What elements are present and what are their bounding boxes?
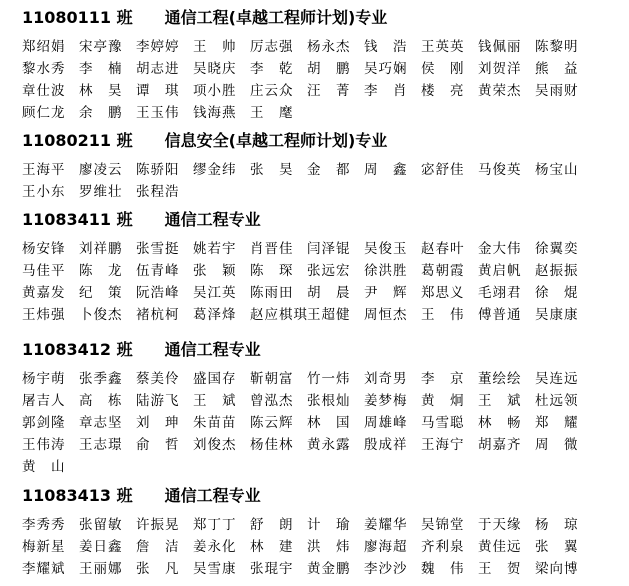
student-name: 钱佩丽 <box>478 39 522 55</box>
student-name: 赵应棋琪 <box>250 307 308 323</box>
student-name: 张 凡 <box>136 561 180 577</box>
student-name: 李 京 <box>421 371 465 387</box>
name-row <box>22 434 622 456</box>
student-name: 庄云众 <box>250 83 294 99</box>
student-name: 罗维壮 <box>79 184 123 200</box>
student-name: 张根灿 <box>307 393 351 409</box>
student-name: 杨宝山 <box>535 162 579 178</box>
class-major: 通信工程(卓越工程师计划)专业 <box>164 8 388 27</box>
student-name: 陈 龙 <box>79 263 123 279</box>
student-name: 竹一炜 <box>307 371 351 387</box>
class-section <box>22 484 622 580</box>
student-name: 杜远领 <box>535 393 579 409</box>
student-name: 王海平 <box>22 162 66 178</box>
name-row <box>22 102 622 124</box>
student-name-grid <box>22 159 622 203</box>
name-row <box>22 368 622 390</box>
student-name: 王小东 <box>22 184 66 200</box>
student-name: 金大伟 <box>478 241 522 257</box>
student-name: 刘 珅 <box>136 415 180 431</box>
student-name: 李 乾 <box>250 61 294 77</box>
student-name: 顾仁龙 <box>22 105 66 121</box>
student-name: 曾泓杰 <box>250 393 294 409</box>
class-major: 通信工程专业 <box>164 486 261 505</box>
student-name: 吴雪康 <box>193 561 237 577</box>
student-name: 李沙沙 <box>364 561 408 577</box>
student-name: 钱 浩 <box>364 39 408 55</box>
student-name: 姚若宇 <box>193 241 237 257</box>
student-name: 缪金纬 <box>193 162 237 178</box>
student-name: 魏 伟 <box>421 561 465 577</box>
student-name: 王 斌 <box>193 393 237 409</box>
student-name: 胡 鹏 <box>307 61 351 77</box>
student-name: 王 斌 <box>478 393 522 409</box>
student-name: 章仕波 <box>22 83 66 99</box>
student-name: 张 颖 <box>193 263 237 279</box>
class-heading <box>22 6 622 30</box>
student-name: 王 帅 <box>193 39 237 55</box>
student-name: 吴俊玉 <box>364 241 408 257</box>
student-name: 黎水秀 <box>22 61 66 77</box>
class-major: 信息安全(卓越工程师计划)专业 <box>164 131 388 150</box>
student-name: 王丽娜 <box>79 561 123 577</box>
student-name: 吴雨财 <box>535 83 579 99</box>
student-name: 李耀斌 <box>22 561 66 577</box>
student-name: 林 畅 <box>478 415 522 431</box>
name-row <box>22 558 622 580</box>
student-name: 楼 亮 <box>421 83 465 99</box>
student-name: 陈骄阳 <box>136 162 180 178</box>
student-name: 厉志强 <box>250 39 294 55</box>
student-name: 周恒杰 <box>364 307 408 323</box>
class-section <box>22 6 622 124</box>
student-name: 陈云辉 <box>250 415 294 431</box>
student-name: 杨佳林 <box>250 437 294 453</box>
student-name: 张 昊 <box>250 162 294 178</box>
student-name: 周 鑫 <box>364 162 408 178</box>
student-name: 褚杭柯 <box>136 307 180 323</box>
student-name: 陈 琛 <box>250 263 294 279</box>
student-name: 阮浩峰 <box>136 285 180 301</box>
class-major: 通信工程专业 <box>164 210 261 229</box>
student-name: 刘奇男 <box>364 371 408 387</box>
class-section <box>22 129 622 203</box>
student-name: 王玉伟 <box>136 105 180 121</box>
name-row <box>22 181 622 203</box>
student-name: 郑思义 <box>421 285 465 301</box>
student-name: 徐翼奕 <box>535 241 579 257</box>
student-name: 梅新星 <box>22 539 66 555</box>
student-name: 梁向博 <box>535 561 579 577</box>
student-name: 黄 山 <box>22 459 66 475</box>
student-name: 马俊英 <box>478 162 522 178</box>
student-name: 张 翼 <box>535 539 579 555</box>
student-name: 李秀秀 <box>22 517 66 533</box>
class-code: 11080211 班 <box>22 131 133 150</box>
student-name: 纪 策 <box>79 285 123 301</box>
student-name: 胡嘉齐 <box>478 437 522 453</box>
student-name: 伍青峰 <box>136 263 180 279</box>
student-name-grid <box>22 36 622 124</box>
student-name: 徐 焜 <box>535 285 579 301</box>
student-name: 陆游飞 <box>136 393 180 409</box>
class-code: 11083412 班 <box>22 340 133 359</box>
student-name: 张程浩 <box>136 184 180 200</box>
student-name: 张远宏 <box>307 263 351 279</box>
student-name: 郑 耀 <box>535 415 579 431</box>
student-name: 靳朝富 <box>250 371 294 387</box>
student-name: 王 伟 <box>421 307 465 323</box>
student-name: 王伟涛 <box>22 437 66 453</box>
class-heading <box>22 129 622 153</box>
student-name: 殷成祥 <box>364 437 408 453</box>
student-name: 姜永化 <box>193 539 237 555</box>
name-row <box>22 304 622 326</box>
student-name: 周 微 <box>535 437 579 453</box>
student-name: 董绘绘 <box>478 371 522 387</box>
student-name: 张季鑫 <box>79 371 123 387</box>
name-row <box>22 412 622 434</box>
student-name: 宓舒佳 <box>421 162 465 178</box>
student-name: 徐洪胜 <box>364 263 408 279</box>
name-row <box>22 260 622 282</box>
student-name: 张留敏 <box>79 517 123 533</box>
name-row <box>22 80 622 102</box>
student-name: 黄 炯 <box>421 393 465 409</box>
class-code: 11080111 班 <box>22 8 133 27</box>
student-name: 胡志进 <box>136 61 180 77</box>
student-name: 陈雨田 <box>250 285 294 301</box>
student-name: 俞 哲 <box>136 437 180 453</box>
student-name: 王 麾 <box>250 105 294 121</box>
student-name: 姜耀华 <box>364 517 408 533</box>
student-name: 吴江英 <box>193 285 237 301</box>
class-section <box>22 338 622 478</box>
student-name: 齐利泉 <box>421 539 465 555</box>
name-row <box>22 390 622 412</box>
student-name: 陈黎明 <box>535 39 579 55</box>
student-name: 廖海超 <box>364 539 408 555</box>
student-name: 王炜强 <box>22 307 66 323</box>
student-name: 吴巧娴 <box>364 61 408 77</box>
class-heading <box>22 208 622 232</box>
student-name: 赵春叶 <box>421 241 465 257</box>
student-name: 宋亭豫 <box>79 39 123 55</box>
student-name: 姜梦梅 <box>364 393 408 409</box>
class-heading <box>22 484 622 508</box>
student-name: 吴连远 <box>535 371 579 387</box>
student-name: 王超健 <box>307 307 351 323</box>
student-name: 傅普通 <box>478 307 522 323</box>
student-name: 余 鹏 <box>79 105 123 121</box>
student-name: 黄嘉发 <box>22 285 66 301</box>
name-row <box>22 456 622 478</box>
student-name: 林 国 <box>307 415 351 431</box>
name-row <box>22 238 622 260</box>
student-name: 黄永露 <box>307 437 351 453</box>
student-name: 杨 琼 <box>535 517 579 533</box>
student-name: 金 都 <box>307 162 351 178</box>
student-name: 马雪聪 <box>421 415 465 431</box>
student-name: 高 栋 <box>79 393 123 409</box>
student-name: 卜俊杰 <box>79 307 123 323</box>
student-name: 屠吉人 <box>22 393 66 409</box>
student-name: 盛国存 <box>193 371 237 387</box>
student-name: 侯 刚 <box>421 61 465 77</box>
student-name: 舒 朗 <box>250 517 294 533</box>
student-name: 胡 晨 <box>307 285 351 301</box>
name-row <box>22 36 622 58</box>
name-row <box>22 536 622 558</box>
name-row <box>22 282 622 304</box>
student-name: 杨安锋 <box>22 241 66 257</box>
student-name: 葛泽烽 <box>193 307 237 323</box>
student-name: 林 昊 <box>79 83 123 99</box>
student-name: 钱海燕 <box>193 105 237 121</box>
student-name: 尹 辉 <box>364 285 408 301</box>
student-name: 刘贺洋 <box>478 61 522 77</box>
student-name: 郑绍娟 <box>22 39 66 55</box>
student-name: 李 楠 <box>79 61 123 77</box>
student-name: 杨宇萌 <box>22 371 66 387</box>
student-name: 朱苗苗 <box>193 415 237 431</box>
student-name: 谭 琪 <box>136 83 180 99</box>
student-name: 王 贺 <box>478 561 522 577</box>
class-code: 11083411 班 <box>22 210 133 229</box>
student-name: 赵振振 <box>535 263 579 279</box>
name-row <box>22 514 622 536</box>
student-name: 张雪挺 <box>136 241 180 257</box>
student-name: 肖晋佳 <box>250 241 294 257</box>
class-major: 通信工程专业 <box>164 340 261 359</box>
student-name: 黄启帆 <box>478 263 522 279</box>
class-code: 11083413 班 <box>22 486 133 505</box>
student-name: 章志坚 <box>79 415 123 431</box>
student-name: 张琨宇 <box>250 561 294 577</box>
student-name: 项小胜 <box>193 83 237 99</box>
student-name: 黄荣杰 <box>478 83 522 99</box>
student-name: 王志璟 <box>79 437 123 453</box>
student-name: 毛翊君 <box>478 285 522 301</box>
student-name: 郑丁丁 <box>193 517 237 533</box>
student-name: 吴晓庆 <box>193 61 237 77</box>
student-name: 黄佳远 <box>478 539 522 555</box>
student-name: 周雄峰 <box>364 415 408 431</box>
student-name: 许振晃 <box>136 517 180 533</box>
student-name-grid <box>22 368 622 478</box>
student-name: 刘祥鹏 <box>79 241 123 257</box>
student-name: 刘俊杰 <box>193 437 237 453</box>
student-name: 王英英 <box>421 39 465 55</box>
student-name: 王海宁 <box>421 437 465 453</box>
student-name: 黄金鹏 <box>307 561 351 577</box>
name-row <box>22 159 622 181</box>
student-name: 于天缘 <box>478 517 522 533</box>
student-name: 李 肖 <box>364 83 408 99</box>
student-name: 葛朝霞 <box>421 263 465 279</box>
student-name: 闫泽锟 <box>307 241 351 257</box>
student-name: 杨永杰 <box>307 39 351 55</box>
class-heading <box>22 338 622 362</box>
student-name: 李婷婷 <box>136 39 180 55</box>
student-name: 姜日鑫 <box>79 539 123 555</box>
name-row <box>22 58 622 80</box>
student-name: 郭剑隆 <box>22 415 66 431</box>
student-name: 吴锦堂 <box>421 517 465 533</box>
student-name: 吴康康 <box>535 307 579 323</box>
student-name: 计 瑜 <box>307 517 351 533</box>
class-section <box>22 208 622 326</box>
student-name-grid <box>22 238 622 326</box>
student-name: 熊 益 <box>535 61 579 77</box>
student-name: 林 建 <box>250 539 294 555</box>
student-name: 蔡美伶 <box>136 371 180 387</box>
student-name: 詹 洁 <box>136 539 180 555</box>
student-name: 廖凌云 <box>79 162 123 178</box>
student-name: 汪 菁 <box>307 83 351 99</box>
student-name: 马佳平 <box>22 263 66 279</box>
student-name: 洪 炜 <box>307 539 351 555</box>
student-name-grid <box>22 514 622 580</box>
